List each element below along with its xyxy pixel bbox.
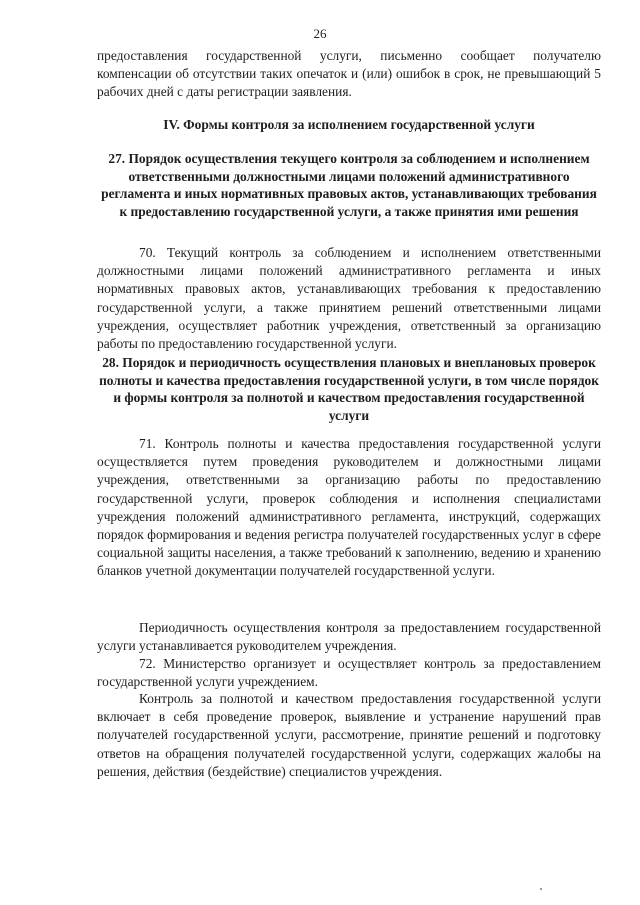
paragraph-70-block [97, 244, 601, 353]
subsection-28-heading: 28. Порядок и периодичность осуществления плановых и внеплановых проверок полноты и качества предоставления государственной услуги, в том числе порядок и формы контроля за полнотой и качеством предоставления государственной услуги [99, 355, 599, 423]
subsection-27-heading: 27. Порядок осуществления текущего контроля за соблюдением и исполнением ответственными должностными лицами положений административного регламента и иных нормативных правовых актов, устанавливающих требования к предоставлению государственной услуги, а также принятия ими решения [101, 151, 597, 219]
page-number: 26 [313, 26, 327, 41]
paragraph-71-block [97, 435, 601, 581]
paragraph-72: 72. Министерство организует и осуществляет контроль за предоставлением государственной услуги учреждением. [97, 656, 601, 690]
intro-paragraph: предоставления государственной услуги, письменно сообщает получателю компенсации об отсутствии таких опечаток и (или) ошибок в срок, не превышающий 5 рабочих дней с даты регистрации заявления. [97, 48, 601, 100]
paragraph-70: 70. Текущий контроль за соблюдением и исполнением ответственными должностными лицами положений административного регламента и иных нормативных правовых актов, устанавливающих требования к предоставлению государственной услуги, а также принятием решений ответственными лицами учреждения, осуществляет работник учреждения, ответственный за организацию работы по предоставлению государственной услуги. [97, 245, 601, 352]
paragraph-periodicity: Периодичность осуществления контроля за предоставлением государственной услуги устанавливается руководителем учреждения. [97, 620, 601, 654]
paragraph-72-block [97, 655, 601, 691]
scan-speck [540, 888, 542, 890]
intro-paragraph-block [97, 47, 601, 102]
paragraph-71: 71. Контроль полноты и качества предоставления государственной услуги осуществляется путем проведения руководителем и должностными лицами учреждения, ответственными за организацию работы по предоставлению государственной услуги, проверок соблюдения и исполнения специалистами учреждения положений административного регламента, инструкций, содержащих порядок формирования и ведения регистра получателей государственных услуг в сфере социальной защиты населения, а также требований к заполнению, ведению и хранению бланков учетной документации получателей государственной услуги. [97, 436, 601, 579]
section-heading: IV. Формы контроля за исполнением государственной услуги [163, 117, 535, 132]
paragraph-control-block [97, 690, 601, 781]
paragraph-periodicity-block [97, 619, 601, 655]
paragraph-control-includes: Контроль за полнотой и качеством предоставления государственной услуги включает в себя проведение проверок, выявление и устранение нарушений прав получателей государственной услуги, рассмотрение, принятие решений и подготовку ответов на обращения получателей государственной услуги, содержащих жалобы на решения, действия (бездействие) специалистов учреждения. [97, 691, 601, 779]
